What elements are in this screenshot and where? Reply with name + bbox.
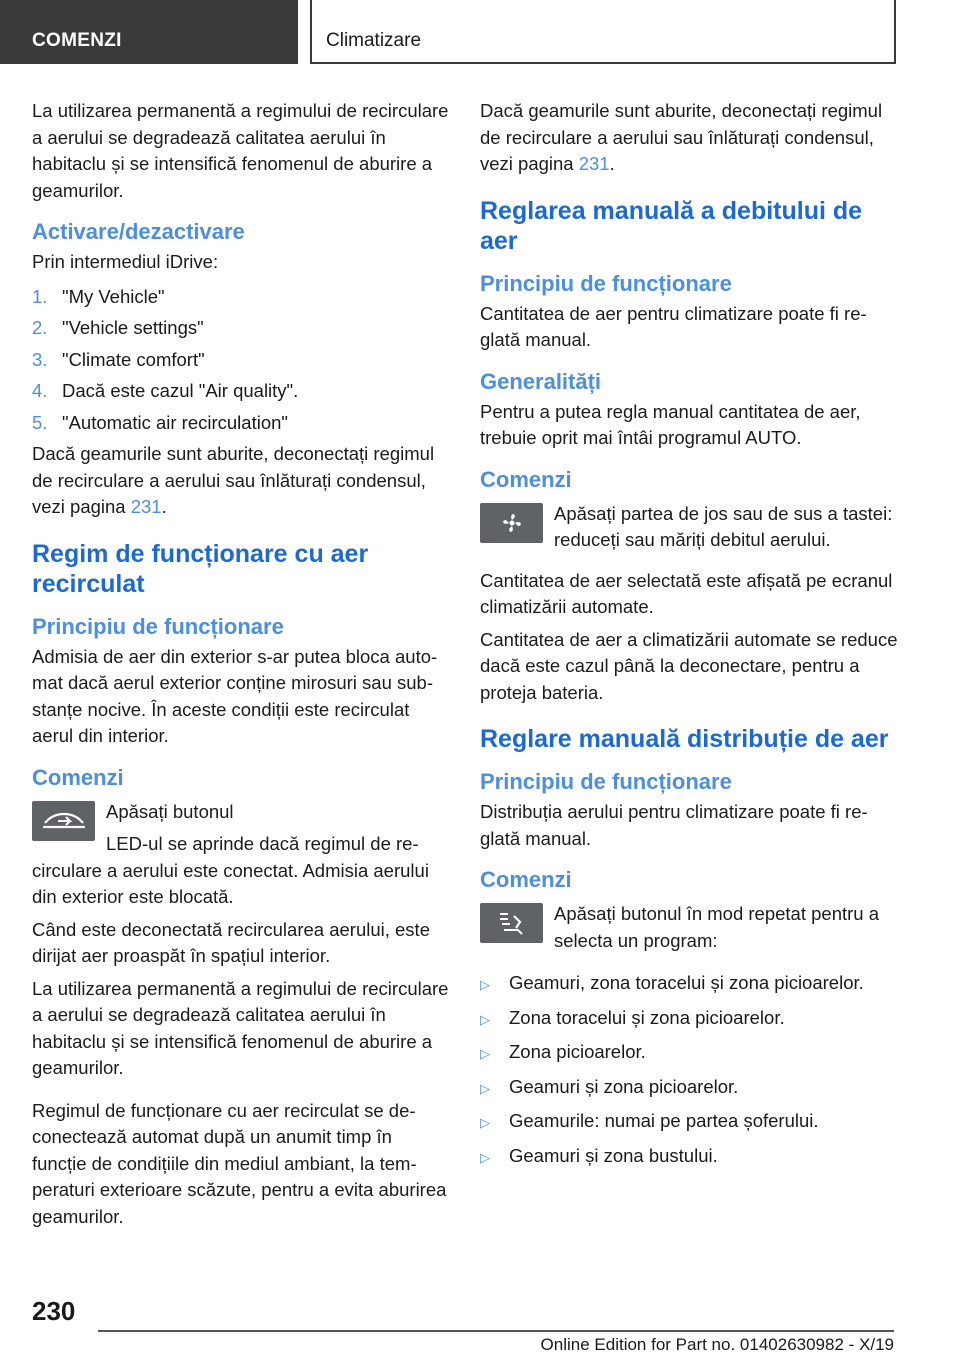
paragraph-regimul: Regimul de funcționare cu aer recirculat se deconectează automat după un anumit timp în funcție de condițiile din mediul ambiant, la temperaturi exterioare scăzute, pentru a evita aburirea geamurilor.	[32, 1099, 447, 1227]
paragraph-aburite	[32, 441, 450, 521]
list-item	[32, 284, 450, 311]
paragraph-aburite-right-end: .	[609, 153, 615, 174]
step-number: 4.	[32, 380, 48, 401]
triangle-bullet-icon: ▷	[480, 1115, 490, 1130]
heading-comenzi-debit: Comenzi	[480, 466, 572, 492]
paragraph-led: LED-ul se aprinde dacă regimul de recirculare a aerului este conectat. Admisia aerului din exterior este blocată.	[32, 833, 429, 907]
heading-distributie: Reglare manuală distribuție de aer	[480, 725, 889, 753]
paragraph-prin-idrive: Prin intermediul iDrive:	[32, 251, 219, 272]
header-chapter-label: Climatizare	[326, 30, 422, 51]
airflow-control	[480, 501, 898, 560]
distribution-programs-list	[480, 970, 898, 1171]
program-text: Zona toracelui și zona picioarelor.	[509, 1006, 785, 1028]
paragraph-intro: La utilizarea permanentă a regimului de recirculare a aerului se degradează calitatea aerului în habitaclu și se intensifică fenomenul de aburire a geamurilor.	[32, 100, 449, 201]
triangle-bullet-icon: ▷	[480, 1011, 490, 1027]
step-text: "Climate comfort"	[62, 348, 205, 370]
list-item	[480, 1074, 898, 1103]
paragraph-cand: Când este deconectată recircularea aerului, este dirijat aer proaspăt în spațiul interior.	[32, 918, 430, 966]
paragraph-distributia: Distribuția aerului pentru climatizare poate fi reglată manual.	[480, 801, 868, 849]
list-item	[32, 410, 450, 437]
paragraph-repetat: Apăsați butonul în mod repetat pentru a selecta un program:	[554, 903, 879, 951]
program-text: Geamuri și zona bustului.	[509, 1144, 718, 1166]
triangle-bullet-icon: ▷	[480, 977, 490, 992]
paragraph-la-utilizarea: La utilizarea permanentă a regimului de recirculare a aerului se degradează calitatea aerului în habitaclu și se intensifică fenomenul de aburire a geamurilor.	[32, 977, 449, 1078]
heading-principiu-distributie: Principiu de funcționare	[480, 769, 732, 794]
program-text: Geamuri, zona toracelui și zona picioarelor.	[509, 972, 864, 993]
step-text: Dacă este cazul "Air quality".	[62, 380, 299, 401]
paragraph-automate: Cantitatea de aer a climatizării automate se reduce dacă este cazul până la deconectare, pentru a proteja bateria.	[480, 628, 898, 703]
header-section-label: COMENZI	[32, 30, 122, 51]
heading-principiu-debit: Principiu de funcționare	[480, 270, 732, 296]
left-column	[32, 98, 450, 1236]
paragraph-selectata: Cantitatea de aer selectată este afișată pe ecranul climatizării automate.	[480, 569, 893, 617]
step-number: 1.	[32, 285, 48, 307]
header-chapter-box	[310, 0, 896, 64]
heading-generalitati: Generalități	[480, 368, 602, 394]
page-number: 230	[32, 1296, 76, 1326]
heading-principiu: Principiu de funcționare	[32, 613, 284, 639]
list-item	[480, 1108, 898, 1137]
step-number: 3.	[32, 348, 48, 370]
step-text: "Vehicle settings"	[62, 317, 204, 338]
fan-button-icon	[480, 503, 543, 543]
triangle-bullet-icon: ▷	[480, 1149, 490, 1165]
list-item	[32, 347, 450, 374]
right-column	[480, 98, 898, 1177]
air-distribution-button-icon	[480, 903, 543, 943]
page-link-231-right[interactable]: 231	[578, 153, 610, 174]
step-text: "Automatic air recirculation"	[62, 411, 288, 433]
list-item	[32, 378, 450, 405]
page-link-231[interactable]: 231	[130, 496, 162, 517]
paragraph-aburite-text: Dacă geamurile sunt aburite, deconectați regimul de recirculare a aerului sau înlăturați condensul, vezi pagina	[32, 443, 435, 517]
footer-divider	[98, 1330, 894, 1332]
heading-comenzi-distributie: Comenzi	[480, 867, 572, 892]
paragraph-apasati-butonul: Apăsați butonul	[106, 800, 234, 822]
list-item	[480, 1143, 898, 1172]
heading-reglarea-debit: Reglarea manuală a debitului de aer	[480, 196, 863, 255]
footer-edition: Online Edition for Part no. 01402630982 - X/19	[540, 1335, 894, 1354]
heading-regim-recirculat: Regim de funcționare cu aer recirculat	[32, 539, 369, 598]
list-item	[480, 970, 898, 999]
paragraph-pentru-auto: Pentru a putea regla manual cantitatea de aer, trebuie oprit mai întâi programul AUTO.	[480, 400, 861, 448]
paragraph-aburite-right-text: Dacă geamurile sunt aburite, deconectați regimul de recirculare a aerului sau înlăturați condensul, vezi pagina	[480, 100, 883, 174]
paragraph-admisia: Admisia de aer din exterior s-ar putea bloca automat dacă aerul exterior conține mirosuri sau substanțe nocive. În aceste condiții este recirculat aerul din interior.	[32, 645, 438, 746]
step-number: 5.	[32, 411, 48, 433]
program-text: Geamurile: numai pe partea șoferului.	[509, 1110, 819, 1131]
paragraph-aburite-end: .	[161, 496, 167, 517]
list-item	[480, 1005, 898, 1034]
list-item	[32, 315, 450, 342]
idrive-steps-list	[32, 284, 450, 437]
list-item	[480, 1039, 898, 1068]
triangle-bullet-icon: ▷	[480, 1046, 490, 1061]
paragraph-cantitatea-reglata: Cantitatea de aer pentru climatizare poate fi reglată manual.	[480, 302, 867, 350]
distribution-control	[480, 901, 898, 960]
paragraph-aburite-right	[480, 98, 898, 178]
header-section-tab	[0, 0, 298, 64]
recirculation-button-icon	[32, 801, 95, 841]
recirculation-control	[32, 799, 450, 917]
heading-comenzi: Comenzi	[32, 764, 124, 790]
step-number: 2.	[32, 317, 48, 338]
paragraph-apasati-partea: Apăsați partea de jos sau de sus a tastei: reduceți sau măriți debitul aerului.	[554, 502, 893, 550]
program-text: Zona picioarelor.	[509, 1041, 646, 1062]
heading-activare: Activare/dezactivare	[32, 219, 245, 244]
program-text: Geamuri și zona picioarelor.	[509, 1075, 739, 1097]
triangle-bullet-icon: ▷	[480, 1080, 490, 1096]
step-text: "My Vehicle"	[62, 285, 165, 307]
